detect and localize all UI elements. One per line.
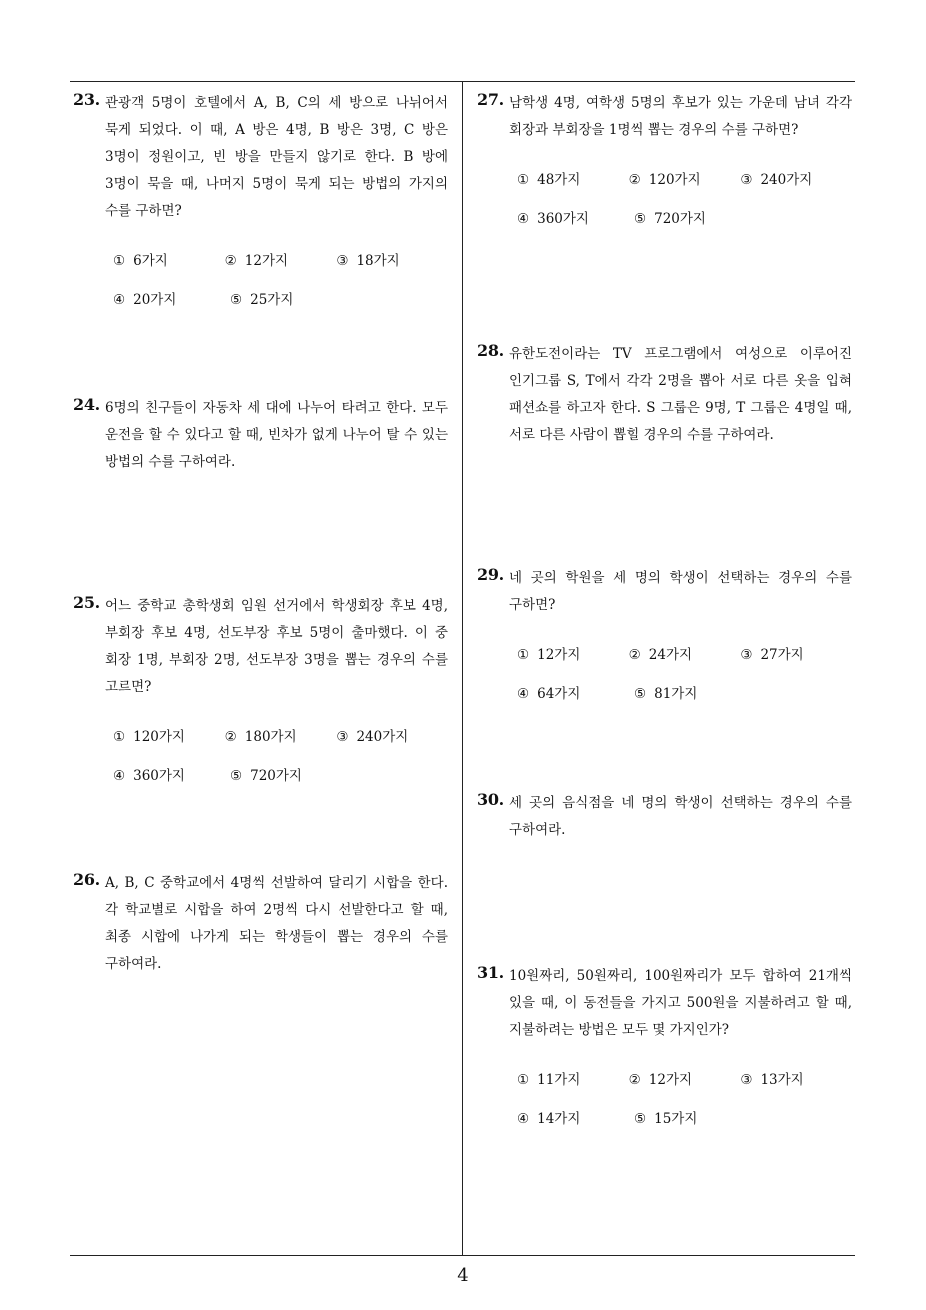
choice-4[interactable]: ④ 14가지 [517, 1110, 581, 1127]
problem-24 [73, 395, 448, 476]
problem-28 [477, 341, 852, 449]
problem-number: 23. [73, 90, 100, 109]
choice-3[interactable]: ③ 240가지 [740, 171, 813, 188]
choices [517, 158, 852, 236]
problem-number: 29. [477, 565, 504, 584]
choice-2[interactable]: ② 12가지 [224, 252, 289, 269]
problem-number: 30. [477, 790, 504, 809]
choice-4[interactable]: ④ 360가지 [113, 767, 185, 784]
problem-26 [73, 870, 448, 978]
choices [517, 1058, 852, 1136]
choice-5[interactable]: ⑤ 25가지 [230, 291, 294, 308]
problem-31 [477, 963, 852, 1136]
problem-text: 관광객 5명이 호텔에서 A, B, C의 세 방으로 나뉘어서 묵게 되었다. 이 때, A 방은 4명, B 방은 3명, C 방은 3명이 정원이고, 빈 방을 만들지 않기로 한다. B 방에 3명이 묵을 때, 나머지 5명이 묵게 되는 방법의 가지의 수를 구하면? [105, 95, 448, 219]
problem-text: 어느 중학교 총학생회 임원 선거에서 학생회장 후보 4명, 부회장 후보 4명, 선도부장 후보 5명이 출마했다. 이 중 회장 1명, 부회장 2명, 선도부장 3명을 뽑는 경우의 수를 고르면? [105, 598, 448, 695]
problem-number: 24. [73, 395, 100, 414]
choice-3[interactable]: ③ 240가지 [336, 728, 409, 745]
choice-1[interactable]: ① 48가지 [517, 171, 581, 188]
choice-3[interactable]: ③ 27가지 [740, 646, 804, 663]
choice-3[interactable]: ③ 18가지 [336, 252, 400, 269]
problem-text: 남학생 4명, 여학생 5명의 후보가 있는 가운데 남녀 각각 회장과 부회장을 1명씩 뽑는 경우의 수를 구하면? [509, 95, 852, 138]
bottom-rule [70, 1255, 855, 1256]
problem-number: 31. [477, 963, 504, 982]
choice-5[interactable]: ⑤ 81가지 [634, 685, 698, 702]
problem-text: 네 곳의 학원을 세 명의 학생이 선택하는 경우의 수를 구하면? [509, 570, 852, 613]
problem-text: 세 곳의 음식점을 네 명의 학생이 선택하는 경우의 수를 구하여라. [509, 795, 852, 838]
choice-4[interactable]: ④ 20가지 [113, 291, 177, 308]
choice-2[interactable]: ② 24가지 [628, 646, 693, 663]
problem-25 [73, 593, 448, 793]
problem-number: 28. [477, 341, 504, 360]
problem-text: A, B, C 중학교에서 4명씩 선발하여 달리기 시합을 한다. 각 학교별로 시합을 하여 2명씩 다시 선발한다고 할 때, 최종 시합에 나가게 되는 학생들이 뽑는 경우의 수를 구하여라. [105, 875, 448, 972]
problem-text: 10원짜리, 50원짜리, 100원짜리가 모두 합하여 21개씩 있을 때, 이 동전들을 가지고 500원을 지불하려고 할 때, 지불하려는 방법은 모두 몇 가지인가? [509, 968, 852, 1038]
choice-2[interactable]: ② 120가지 [628, 171, 701, 188]
choice-4[interactable]: ④ 360가지 [517, 210, 589, 227]
problem-text: 6명의 친구들이 자동차 세 대에 나누어 타려고 한다. 모두 운전을 할 수 있다고 할 때, 빈차가 없게 나누어 탈 수 있는 방법의 수를 구하여라. [105, 400, 448, 470]
problem-number: 26. [73, 870, 100, 889]
choice-1[interactable]: ① 11가지 [517, 1071, 581, 1088]
choice-5[interactable]: ⑤ 15가지 [634, 1110, 698, 1127]
page-number: 4 [457, 1265, 469, 1286]
choice-2[interactable]: ② 180가지 [224, 728, 297, 745]
choice-4[interactable]: ④ 64가지 [517, 685, 581, 702]
choice-1[interactable]: ① 120가지 [113, 728, 185, 745]
choice-2[interactable]: ② 12가지 [628, 1071, 693, 1088]
problem-number: 25. [73, 593, 100, 612]
choice-5[interactable]: ⑤ 720가지 [230, 767, 302, 784]
choice-5[interactable]: ⑤ 720가지 [634, 210, 706, 227]
choices [113, 239, 448, 317]
choice-1[interactable]: ① 12가지 [517, 646, 581, 663]
choice-3[interactable]: ③ 13가지 [740, 1071, 804, 1088]
column-divider [462, 82, 463, 1256]
choices [517, 633, 852, 711]
problem-30 [477, 790, 852, 844]
problem-text: 유한도전이라는 TV 프로그램에서 여성으로 이루어진 인기그룹 S, T에서 각각 2명을 뽑아 서로 다른 옷을 입혀 패션쇼를 하고자 한다. S 그룹은 9명, T 그룹은 4명일 때, 서로 다른 사람이 뽑힐 경우의 수를 구하여라. [509, 346, 852, 443]
problem-number: 27. [477, 90, 504, 109]
problem-27 [477, 90, 852, 236]
choice-1[interactable]: ① 6가지 [113, 252, 168, 269]
problem-29 [477, 565, 852, 711]
problem-23 [73, 90, 448, 317]
choices [113, 715, 448, 793]
